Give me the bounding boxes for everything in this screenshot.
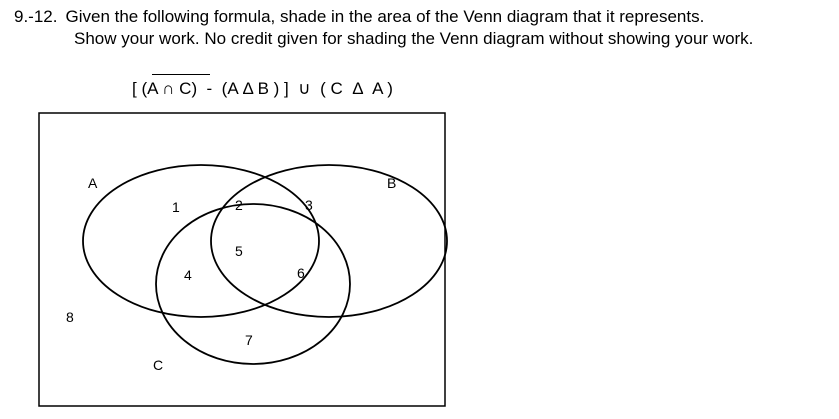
- problem-statement: [14, 6, 834, 50]
- region-4-label: 4: [184, 267, 192, 283]
- region-6-label: 6: [297, 265, 305, 281]
- universe-rectangle: [39, 113, 445, 406]
- venn-diagram: [38, 112, 448, 408]
- complement-overbar: [152, 74, 210, 75]
- set-formula: [ (A ∩ C) - (A Δ B ) ] ∪ ( C Δ A ): [132, 79, 393, 98]
- set-a-label: A: [88, 175, 98, 191]
- region-7-label: 7: [245, 332, 253, 348]
- region-8-label: 8: [66, 309, 74, 325]
- set-a-circle: [83, 165, 319, 317]
- set-b-circle: [211, 165, 447, 317]
- region-1-label: 1: [172, 199, 180, 215]
- set-c-label: C: [153, 357, 164, 373]
- problem-number: 9.-12.: [14, 7, 58, 26]
- region-3-label: 3: [305, 197, 313, 213]
- problem-instructions: Given the following formula, shade in the area of the Venn diagram that it represents.: [65, 7, 705, 26]
- set-b-label: B: [387, 175, 397, 191]
- problem-line-2: Show your work. No credit given for shading the Venn diagram without showing your work.: [74, 29, 754, 48]
- venn-diagram-svg: [38, 112, 448, 408]
- problem-line-1: [14, 6, 834, 28]
- region-2-label: 2: [235, 197, 243, 213]
- set-c-circle: [156, 204, 350, 364]
- region-5-label: 5: [235, 243, 243, 259]
